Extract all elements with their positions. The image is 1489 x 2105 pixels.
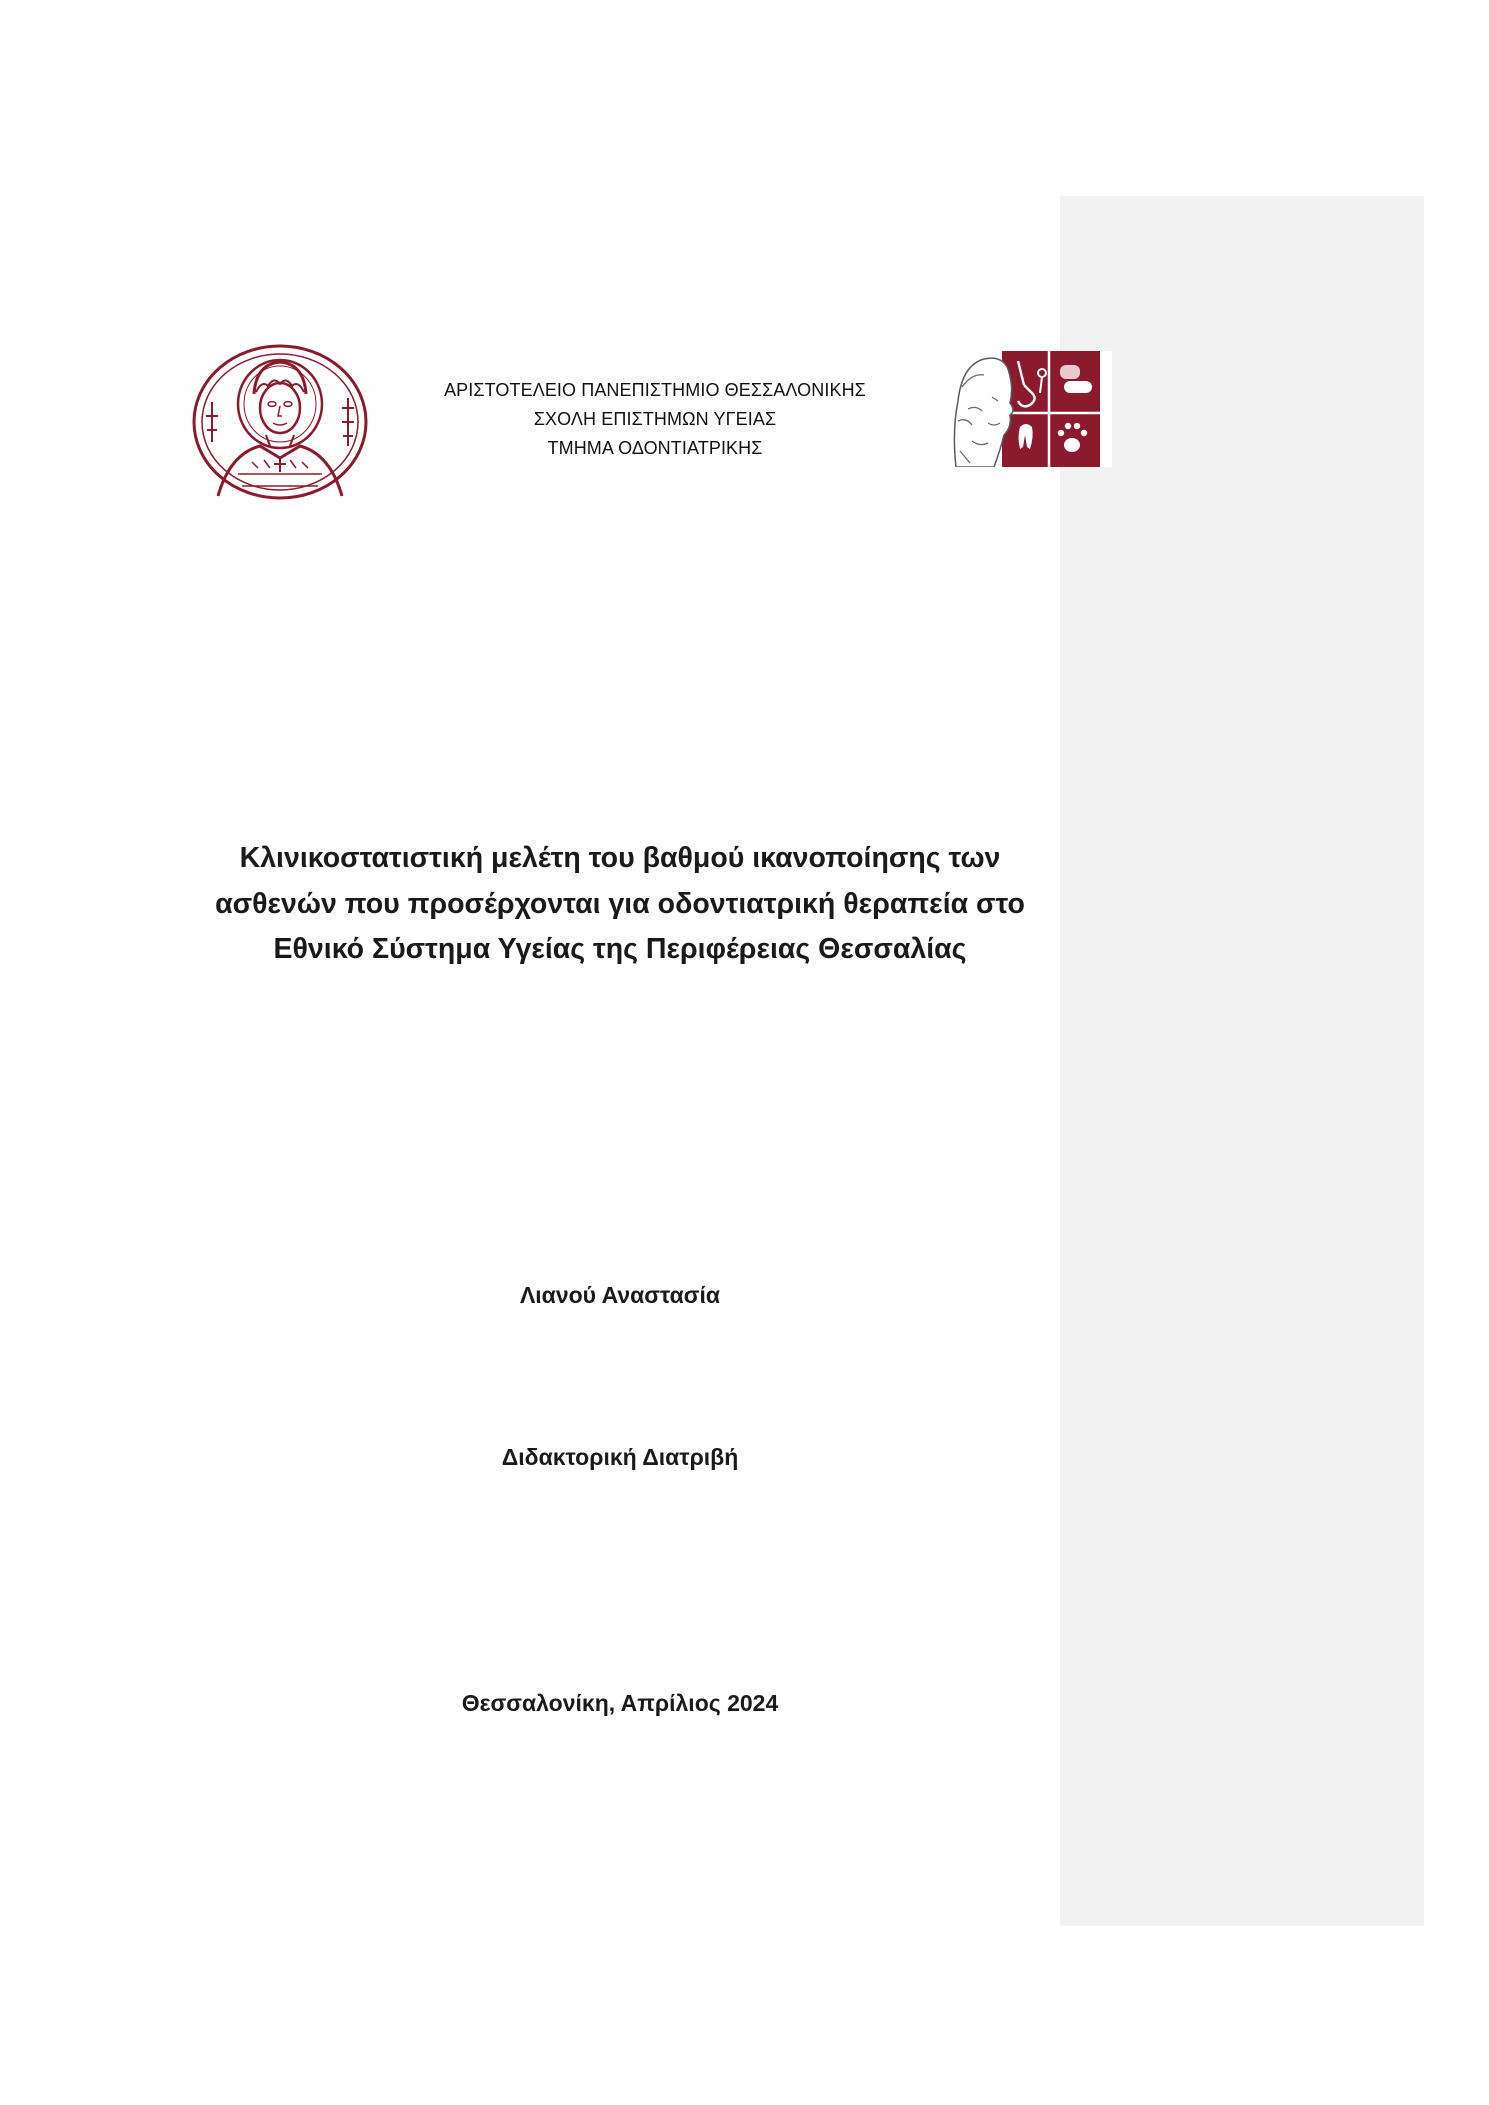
institution-header [380,376,930,463]
dentistry-department-logo-icon [952,351,1112,467]
author-name: Λιανού Αναστασία [519,1282,721,1308]
thesis-title [170,836,1070,973]
department-name: ΤΜΗΜΑ ΟΔΟΝΤΙΑΤΡΙΚΗΣ [547,438,763,458]
school-name: ΣΧΟΛΗ ΕΠΙΣΤΗΜΩΝ ΥΓΕΙΑΣ [533,409,777,429]
thesis-title-line: Εθνικό Σύστημα Υγείας της Περιφέρειας Θεσσαλίας [273,933,967,965]
university-name: ΑΡΙΣΤΟΤΕΛΕΙΟ ΠΑΝΕΠΙΣΤΗΜΙΟ ΘΕΣΣΑΛΟΝΙΚΗΣ [444,380,866,400]
document-type: Διδακτορική Διατριβή [501,1444,739,1470]
thesis-title-line: Κλινικοστατιστική μελέτη του βαθμού ικανοποίησης των [239,842,1001,874]
side-panel [1060,196,1424,1926]
thesis-title-line: ασθενών που προσέρχονται για οδοντιατρική θεραπεία στο [215,887,1025,920]
place-and-date: Θεσσαλονίκη, Απρίλιος 2024 [461,1690,779,1716]
university-seal-icon [190,342,370,502]
